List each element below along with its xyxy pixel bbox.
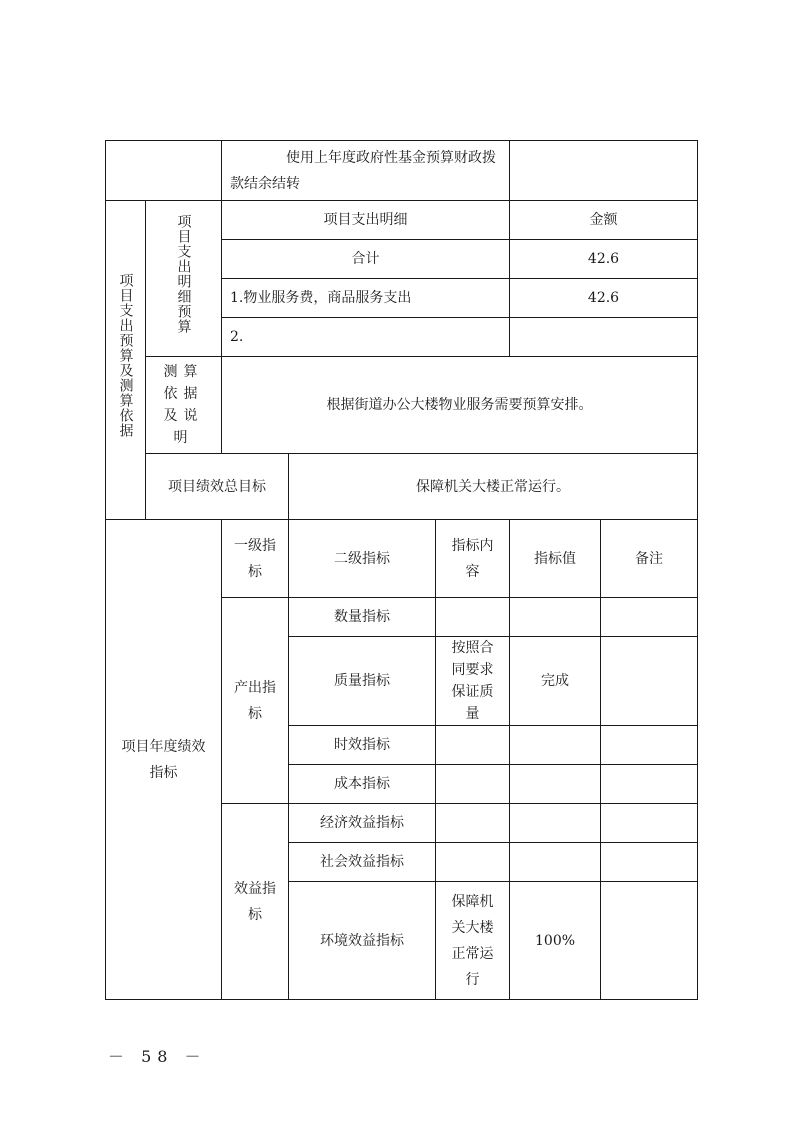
value-cell <box>510 726 601 765</box>
remark-cell <box>601 765 698 804</box>
value-cell <box>510 843 601 882</box>
detail-item-header: 项目支出明细 <box>222 201 510 240</box>
perf-header-row <box>106 520 698 598</box>
content-cell <box>436 726 510 765</box>
detail-item: 1.物业服务费，商品服务支出 <box>222 279 510 318</box>
basis-row <box>106 357 698 454</box>
remark-cell <box>601 726 698 765</box>
value-cell: 完成 <box>510 637 601 726</box>
carry-over-row <box>106 141 698 201</box>
remark-cell <box>601 804 698 843</box>
content-cell <box>436 843 510 882</box>
value-cell <box>510 598 601 637</box>
level2-cell: 数量指标 <box>289 598 436 637</box>
remark-cell <box>601 637 698 726</box>
remark-cell <box>601 598 698 637</box>
level2-header: 二级指标 <box>289 520 436 598</box>
carry-over-label: 使用上年度政府性基金预算财政拨款结余结转 <box>222 141 510 201</box>
detail-amount <box>510 318 698 357</box>
annual-perf-label: 项目年度绩效指标 <box>106 520 222 1000</box>
benefit-group-label: 效益指标 <box>222 804 289 1000</box>
content-cell: 按照合同要求保证质量 <box>436 637 510 726</box>
page-number: － 58 － <box>108 1047 207 1066</box>
value-cell <box>510 804 601 843</box>
level1-header: 一级指标 <box>222 520 289 598</box>
carry-over-value-cell <box>510 141 698 201</box>
remark-cell <box>601 843 698 882</box>
section-budget-label: 项目支出预算及测算依据 <box>117 273 134 438</box>
overall-goal-row <box>106 454 698 520</box>
detail-item: 2. <box>222 318 510 357</box>
overall-goal-text: 保障机关大楼正常运行。 <box>289 454 698 520</box>
value-cell: 100% <box>510 882 601 1000</box>
level2-cell: 社会效益指标 <box>289 843 436 882</box>
detail-header-row <box>106 201 698 240</box>
carry-over-blank-cell <box>106 141 222 201</box>
detail-budget-label-cell <box>146 201 222 357</box>
content-cell: 保障机关大楼正常运行 <box>436 882 510 1000</box>
section-budget-label-cell <box>106 201 146 520</box>
budget-performance-table <box>105 140 698 1000</box>
content-cell <box>436 765 510 804</box>
detail-budget-label: 项目支出明细预算 <box>175 214 192 334</box>
detail-amount: 42.6 <box>510 240 698 279</box>
level2-cell: 成本指标 <box>289 765 436 804</box>
detail-item: 合计 <box>222 240 510 279</box>
detail-amount: 42.6 <box>510 279 698 318</box>
level2-cell: 环境效益指标 <box>289 882 436 1000</box>
basis-text: 根据街道办公大楼物业服务需要预算安排。 <box>222 357 698 454</box>
level2-cell: 质量指标 <box>289 637 436 726</box>
content-cell <box>436 804 510 843</box>
value-header: 指标值 <box>510 520 601 598</box>
value-cell <box>510 765 601 804</box>
detail-amount-header: 金额 <box>510 201 698 240</box>
remark-header: 备注 <box>601 520 698 598</box>
level2-cell: 时效指标 <box>289 726 436 765</box>
overall-goal-label: 项目绩效总目标 <box>146 454 289 520</box>
content-cell <box>436 598 510 637</box>
basis-label: 测算依据及说明 <box>146 357 222 454</box>
level2-cell: 经济效益指标 <box>289 804 436 843</box>
remark-cell <box>601 882 698 1000</box>
content-header: 指标内容 <box>436 520 510 598</box>
output-group-label: 产出指标 <box>222 598 289 804</box>
